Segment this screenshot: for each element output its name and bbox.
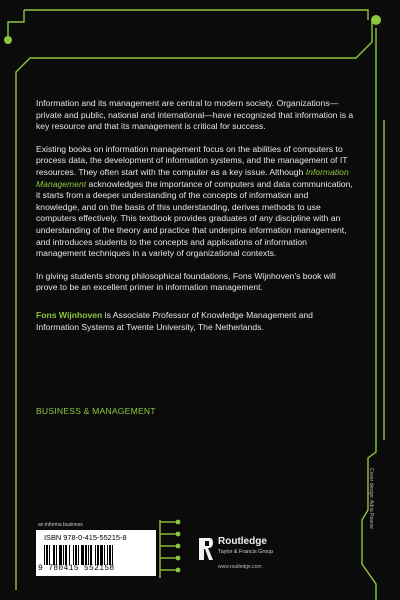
isbn-label: ISBN 978-0-415-55215-8: [44, 533, 127, 542]
paragraph-2-rest: acknowledges the importance of computers and data communication, it starts from a deeper understanding of the concepts of information and knowledge, and on the basis of this understanding, derives methods to use computers effectively. This textbook provides graduates of any discipline with an understanding of the theory and practice that underpins information management, and introduces students to the concepts and applications of information management techniques in a variety of organizational contexts.: [36, 178, 353, 259]
subject-category: BUSINESS & MANAGEMENT: [36, 406, 156, 416]
book-title-inline: Information Management: [36, 166, 349, 189]
publisher-url: www.routledge.com: [218, 564, 262, 570]
barcode-number: 9 780415 552158: [38, 564, 115, 573]
cover-design-credit: Cover design: Adria Pearse: [368, 468, 374, 529]
back-cover-text: [36, 98, 354, 344]
author-bio-text: is Associate Professor of Knowledge Management and Information Systems at Twente University, The Netherlands.: [36, 309, 313, 332]
barcode-bars: [44, 545, 150, 565]
description-paragraph-2: [36, 144, 354, 260]
paragraph-2-lead: Existing books on information management focus on the abilities of computers to process data, the development of information systems, and the management of IT resources. They often start with the computer as a key issue. Although: [36, 143, 348, 177]
author-bio: [36, 310, 354, 333]
informa-label: an informa business: [38, 522, 83, 528]
publisher-group: Taylor & Francis Group: [218, 549, 274, 555]
author-name: Fons Wijnhoven: [36, 309, 103, 320]
barcode-block: [36, 530, 156, 576]
publisher-name: Routledge: [218, 536, 267, 547]
routledge-logo-icon: [198, 536, 214, 562]
description-paragraph-1: Information and its management are central to modern society. Organizations—private and public, national and international—have recognized that information is a key resource and that its management is critical for success.: [36, 98, 354, 132]
description-paragraph-3: In giving students strong philosophical foundations, Fons Wijnhoven's book will prove to be an excellent primer in information management.: [36, 270, 336, 293]
